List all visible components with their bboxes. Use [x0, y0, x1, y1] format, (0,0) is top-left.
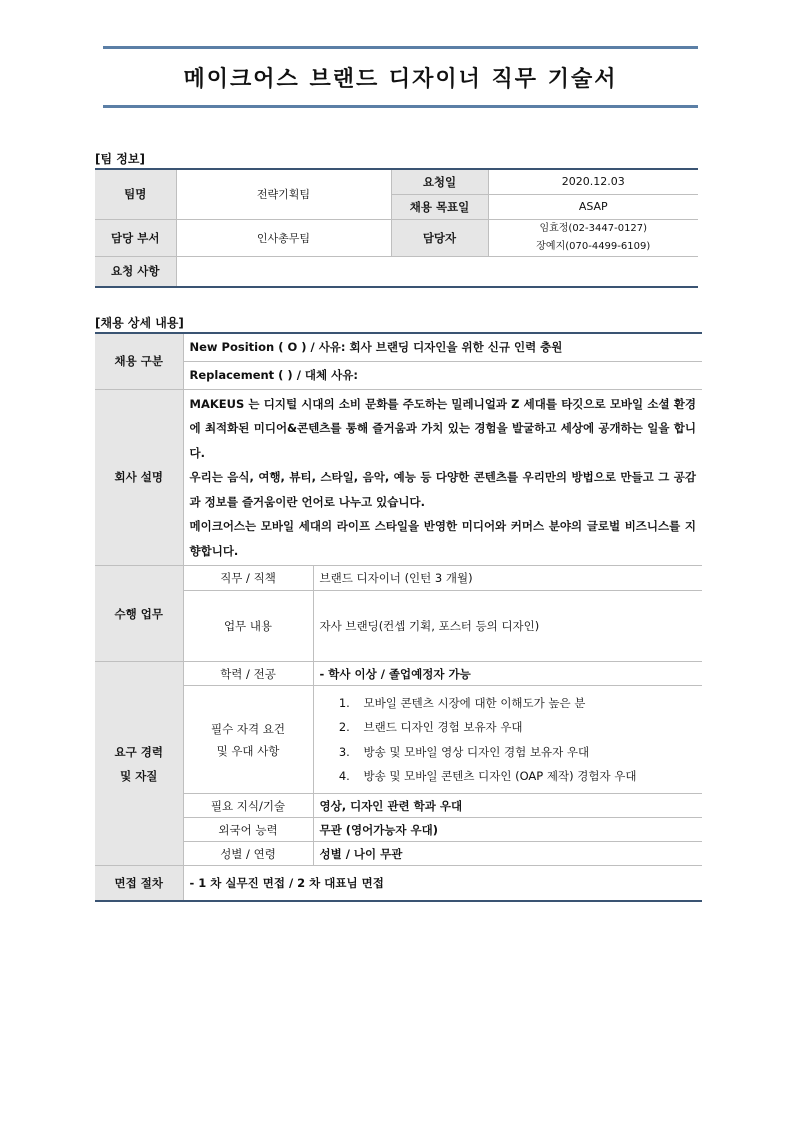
education-value: - 학사 이상 / 졸업예정자 가능: [313, 662, 702, 686]
company-label: 회사 설명: [95, 389, 183, 566]
hire-target-value: ASAP: [488, 194, 698, 219]
qualification-label-line-1: 필수 자격 요건: [211, 721, 285, 736]
qualification-list: [320, 691, 697, 789]
role-value: 브랜드 디자이너 (인턴 3 개월): [313, 566, 702, 591]
manager-label: 담당자: [391, 219, 488, 256]
qualification-list-cell: [313, 686, 702, 794]
manager-value: [488, 219, 698, 256]
qualification-item: 3. 방송 및 모바일 영상 디자인 경험 보유자 우대: [354, 740, 697, 765]
work-label: 업무 내용: [183, 591, 313, 662]
interview-value: - 1 차 실무진 면접 / 2 차 대표님 면접: [183, 866, 702, 901]
qualification-label-line-2: 및 우대 사항: [216, 743, 280, 758]
hiring-detail-table: [95, 332, 702, 902]
company-paragraph-3: 메이크어스는 모바일 세대의 라이프 스타일을 반영한 미디어와 커머스 분야의 글로벌 비즈니스를 지향합니다.: [189, 519, 696, 558]
qualification-item: 2. 브랜드 디자인 경험 보유자 우대: [354, 715, 697, 740]
manager-contact-1: 임효정(02-3447-0127): [539, 222, 648, 234]
title-block: [103, 46, 698, 108]
document-title: 메이크어스 브랜드 디자이너 직무 기술서: [183, 66, 618, 92]
hire-type-label: 채용 구분: [95, 333, 183, 389]
team-section-label: [팀 정보]: [95, 152, 145, 166]
team-name-label: 팀명: [95, 169, 176, 219]
language-label: 외국어 능력: [183, 818, 313, 842]
request-note-value: [176, 256, 698, 287]
request-date-label: 요청일: [391, 169, 488, 194]
qualification-item: 4. 방송 및 모바일 콘텐츠 디자인 (OAP 제작) 경험자 우대: [354, 764, 697, 789]
gender-value: 성별 / 나이 무관: [313, 842, 702, 866]
role-label: 직무 / 직책: [183, 566, 313, 591]
duty-label: 수행 업무: [95, 566, 183, 662]
qualification-label: [183, 686, 313, 794]
detail-section-label: [채용 상세 내용]: [95, 316, 184, 330]
interview-label: 면접 절차: [95, 866, 183, 901]
qualification-item: 1. 모바일 콘텐츠 시장에 대한 이해도가 높은 분: [354, 691, 697, 716]
company-paragraph-2: 우리는 음식, 여행, 뷰티, 스타일, 음악, 예능 등 다양한 콘텐츠를 우리만의 방법으로 만들고 그 공감과 정보를 즐거움이란 언어로 나누고 있습니다.: [189, 470, 696, 509]
gender-label: 성별 / 연령: [183, 842, 313, 866]
skill-value: 영상, 디자인 관련 학과 우대: [313, 794, 702, 818]
work-value: 자사 브랜딩(컨셉 기획, 포스터 등의 디자인): [313, 591, 702, 662]
request-note-label: 요청 사항: [95, 256, 176, 287]
hire-type-new: New Position ( O ) / 사유: 회사 브랜딩 디자인을 위한 신규 인력 충원: [183, 333, 702, 361]
manager-contact-2: 장예지(070-4499-6109): [536, 240, 651, 252]
language-value: 무관 (영어가능자 우대): [313, 818, 702, 842]
education-label: 학력 / 전공: [183, 662, 313, 686]
skill-label: 필요 지식/기술: [183, 794, 313, 818]
request-date-value: 2020.12.03: [488, 169, 698, 194]
hire-type-replacement: Replacement ( ) / 대체 사유:: [183, 361, 702, 389]
dept-label: 담당 부서: [95, 219, 176, 256]
company-description: [183, 389, 702, 566]
hire-target-label: 채용 목표일: [391, 194, 488, 219]
requirements-label-line-2: 및 자질: [120, 768, 158, 783]
team-name-value: 전략기획팀: [176, 169, 391, 219]
dept-value: 인사총무팀: [176, 219, 391, 256]
team-info-table: [95, 168, 698, 288]
requirements-label-line-1: 요구 경력: [114, 744, 163, 759]
requirements-label: [95, 662, 183, 866]
company-paragraph-1: MAKEUS 는 디지털 시대의 소비 문화를 주도하는 밀레니얼과 Z 세대를 타깃으로 모바일 소셜 환경에 최적화된 미디어&콘텐츠를 통해 즐거움과 가치 있는 경험을 발굴하고 세상에 공개하는 일을 합니다.: [189, 396, 696, 460]
